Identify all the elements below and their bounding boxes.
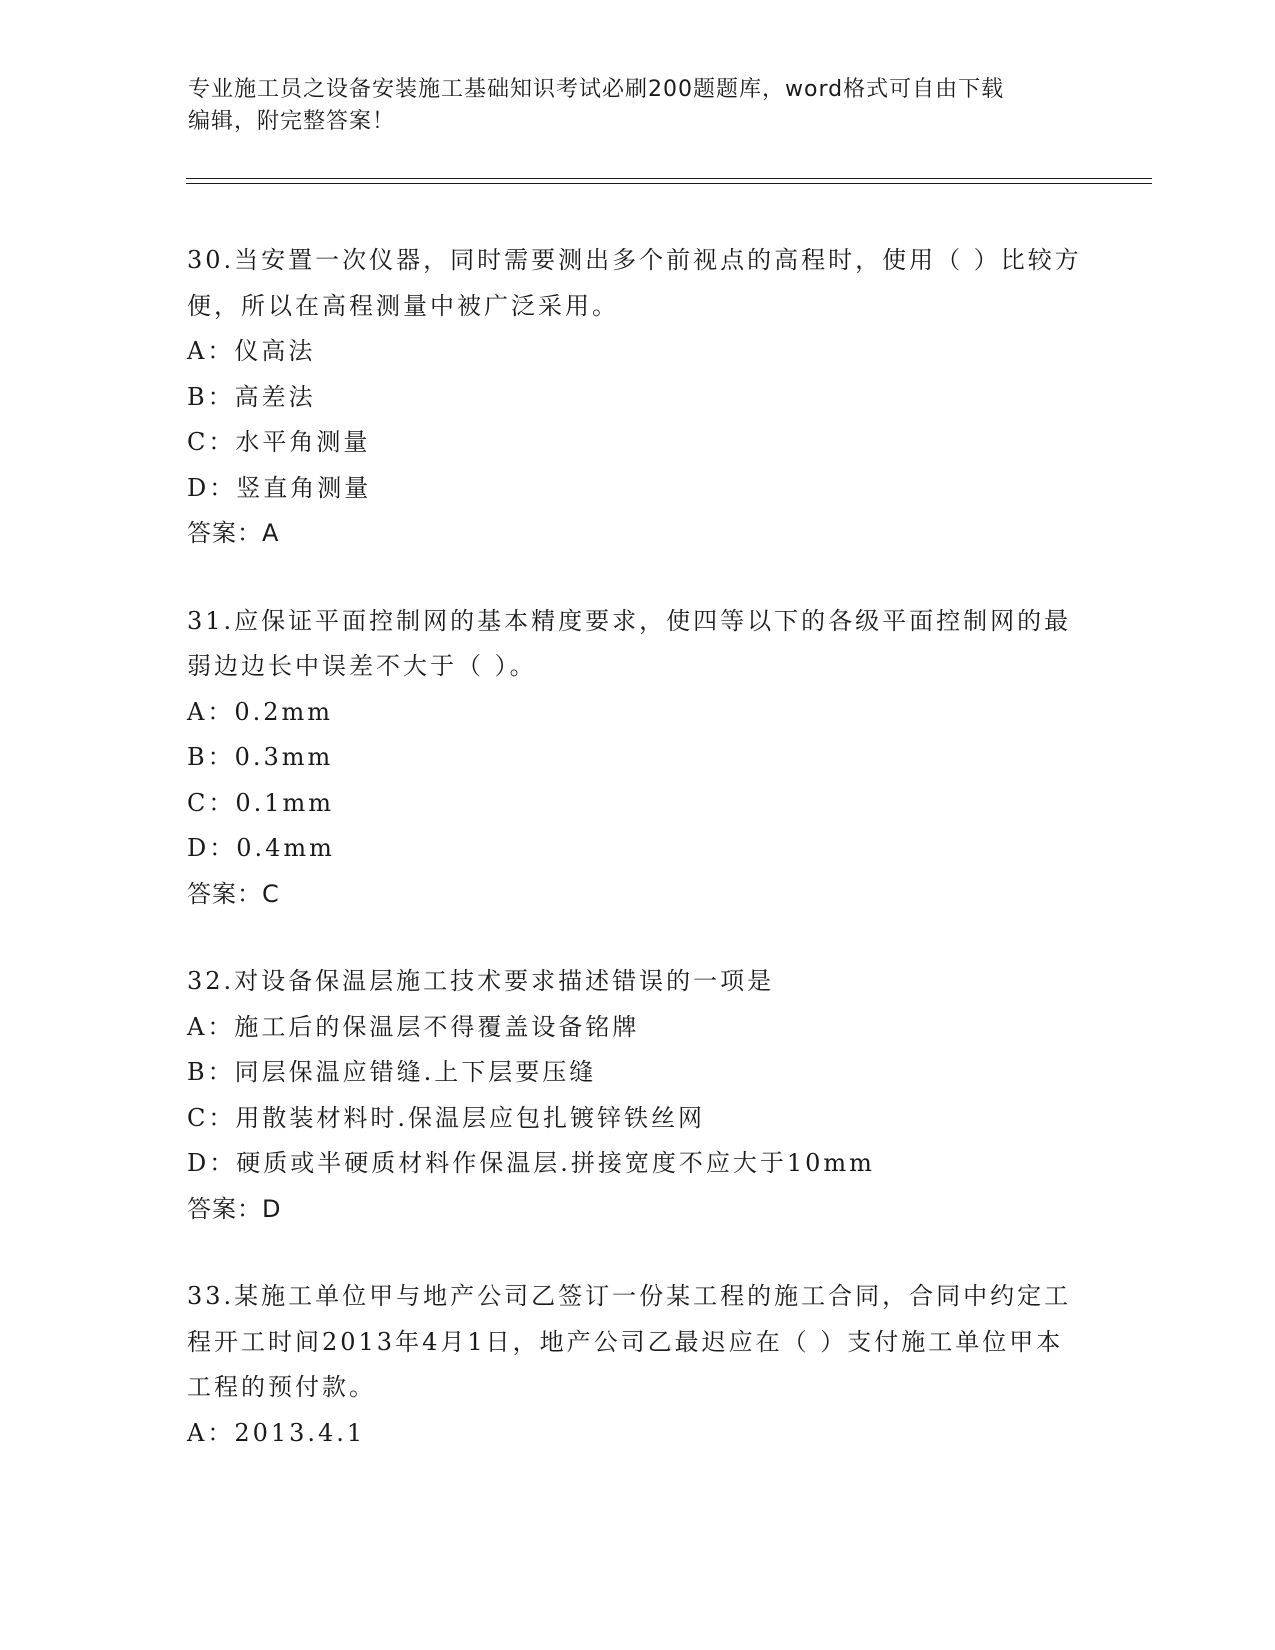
option-d: D：竖直角测量 [187,473,372,502]
header-divider-bottom [186,183,1152,184]
option-c: C：用散装材料时.保温层应包扎镀锌铁丝网 [187,1103,705,1132]
question-30 [187,238,1087,557]
option-b: B：0.3mm [187,743,334,771]
option-b: B：同层保温应错缝.上下层要压缝 [187,1058,597,1086]
option-b: B：高差法 [187,382,316,411]
option-a: A：仪高法 [187,337,316,365]
header-divider-top [186,178,1152,179]
question-32 [187,959,1087,1232]
question-33 [187,1274,1087,1456]
answer-label: 答案：A [187,519,280,547]
header-title-line-1: 专业施工员之设备安装施工基础知识考试必刷200题题库，word格式可自由下载 [188,77,1005,102]
question-list [187,238,1087,1498]
question-stem: 30.当安置一次仪器，同时需要测出多个前视点的高程时，使用（ ）比较方便，所以在高程测量中被广泛采用。 [187,246,1082,320]
question-31 [187,599,1087,918]
header-title-line-2: 编辑，附完整答案！ [188,109,396,134]
question-stem: 33.某施工单位甲与地产公司乙签订一份某工程的施工合同，合同中约定工程开工时间2013年4月1日，地产公司乙最迟应在（ ）支付施工单位甲本工程的预付款。 [187,1282,1072,1401]
option-c: C：水平角测量 [187,428,371,456]
option-c: C：0.1mm [187,788,335,817]
option-d: D：硬质或半硬质材料作保温层.拼接宽度不应大于10mm [187,1149,875,1177]
answer-label: 答案：C [187,879,280,908]
option-a: A：0.2mm [187,697,334,726]
option-a: A：2013.4.1 [187,1418,366,1447]
option-a: A：施工后的保温层不得覆盖设备铭牌 [187,1012,640,1041]
document-header [188,74,1088,138]
question-stem: 31.应保证平面控制网的基本精度要求，使四等以下的各级平面控制网的最弱边边长中误差不大于（ ）。 [187,606,1072,680]
option-d: D：0.4mm [187,834,335,862]
answer-label: 答案：D [187,1194,282,1223]
question-stem: 32.对设备保温层施工技术要求描述错误的一项是 [187,967,775,995]
